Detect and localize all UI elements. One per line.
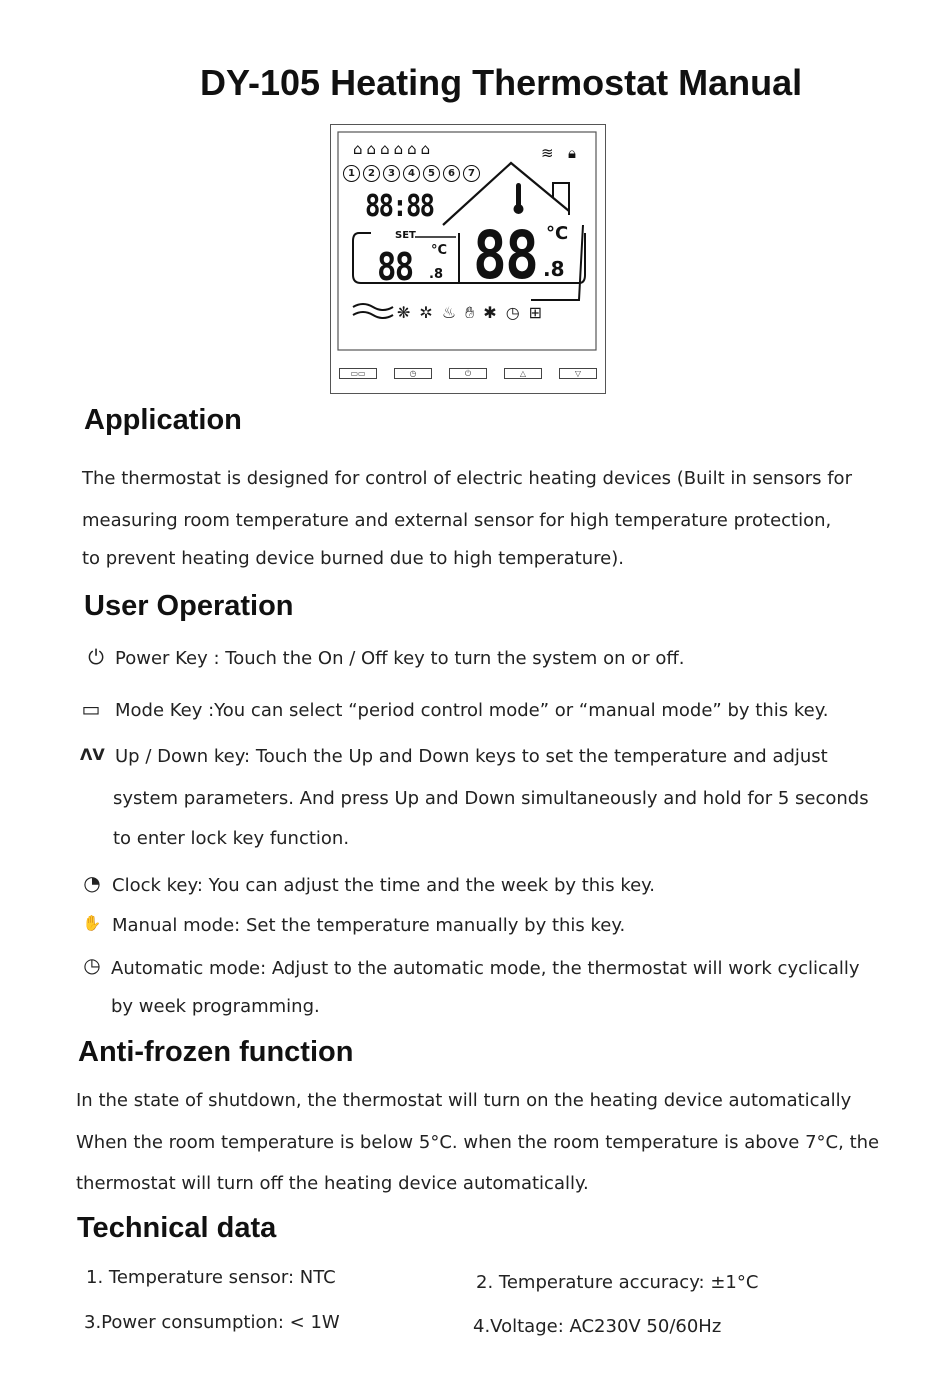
status-icons <box>397 303 542 323</box>
weekday-indicator: 5 <box>423 165 440 182</box>
sun-icon: ✲ <box>419 303 433 322</box>
sensor-icon: ⊞ <box>528 303 543 322</box>
home-icon: ⌂ <box>393 140 404 158</box>
weekday-indicator: 3 <box>383 165 400 182</box>
home-icon: ⌂ <box>353 140 363 158</box>
snowflake-icon: ✱ <box>483 303 497 322</box>
clock-key-text: Clock key: You can adjust the time and the week by this key. <box>112 875 655 896</box>
program-period-icons <box>353 141 430 157</box>
tech-item-1: 1. Temperature sensor: NTC <box>86 1267 336 1288</box>
application-heading: Application <box>84 404 242 436</box>
lock-icon: 🔒︎ <box>568 144 576 162</box>
manual-mode-text: Manual mode: Set the temperature manually by this key. <box>112 915 626 936</box>
room-temperature-decimal: .8 <box>543 257 565 281</box>
up-down-key-text-2: system parameters. And press Up and Down simultaneously and hold for 5 seconds <box>113 788 869 809</box>
anti-frozen-line-2: When the room temperature is below 5°C. when the room temperature is above 7°C, the <box>76 1132 880 1153</box>
user-operation-heading: User Operation <box>84 590 294 622</box>
mode-icon: ▭ <box>81 697 101 721</box>
up-key[interactable]: △ <box>504 368 542 379</box>
mode-key-text: Mode Key :You can select “period control mode” or “manual mode” by this key. <box>115 700 829 721</box>
anti-frozen-line-1: In the state of shutdown, the thermostat will turn on the heating device automatically <box>76 1090 852 1111</box>
tech-item-2: 2. Temperature accuracy: ±1°C <box>476 1272 759 1293</box>
technical-data-heading: Technical data <box>77 1212 277 1244</box>
application-line-1: The thermostat is designed for control of electric heating devices (Built in sensors for <box>82 468 852 489</box>
room-temperature: 88 <box>473 217 538 294</box>
page-title: DY-105 Heating Thermostat Manual <box>200 62 803 103</box>
room-temperature-unit: °C <box>546 223 569 244</box>
automatic-mode-text-2: by week programming. <box>111 996 320 1017</box>
application-line-3: to prevent heating device burned due to high temperature). <box>82 548 625 569</box>
home-icon: ⌂ <box>366 140 377 158</box>
home-icon: ⌂ <box>420 140 431 158</box>
thermometer-icon <box>516 183 521 207</box>
set-label: SET <box>395 230 416 241</box>
weekday-indicator: 1 <box>343 165 360 182</box>
weekday-indicator: 7 <box>463 165 480 182</box>
application-line-2: measuring room temperature and external sensor for high temperature protection, <box>82 510 832 531</box>
weekday-indicators <box>343 165 480 182</box>
wifi-icon: ≋ <box>541 144 554 162</box>
fan-icon: ❋ <box>397 303 411 322</box>
power-key-text: Power Key : Touch the On / Off key to turn the system on or off. <box>115 648 685 669</box>
automatic-clock-icon: ◷ <box>83 953 101 977</box>
hand-icon: ✋︎ <box>465 303 475 322</box>
automatic-mode-text-1: Automatic mode: Adjust to the automatic mode, the thermostat will work cyclically <box>111 958 860 979</box>
anti-frozen-heading: Anti-frozen function <box>78 1036 354 1068</box>
weekday-indicator: 6 <box>443 165 460 182</box>
tech-item-4: 4.Voltage: AC230V 50/60Hz <box>473 1316 722 1337</box>
down-key[interactable]: ▽ <box>559 368 597 379</box>
clock-display: 88:88 <box>365 189 434 224</box>
up-down-key-text-1: Up / Down key: Touch the Up and Down keys to set the temperature and adjust <box>115 746 828 767</box>
mode-key[interactable]: ▭▭ <box>339 368 377 379</box>
power-key[interactable]: ⏻ <box>449 368 487 379</box>
up-down-key-text-3: to enter lock key function. <box>113 828 350 849</box>
hand-icon: ✋ <box>82 914 102 932</box>
clock-icon: ◷ <box>505 303 520 322</box>
thermostat-figure <box>330 124 606 394</box>
device-keys <box>339 368 597 379</box>
weekday-indicator: 2 <box>363 165 380 182</box>
up-down-icon: ΛV <box>80 745 105 764</box>
power-icon: ⏻ <box>88 645 104 669</box>
home-icon: ⌂ <box>380 140 390 158</box>
weekday-indicator: 4 <box>403 165 420 182</box>
set-temperature-unit: °C <box>431 243 448 258</box>
clock-key[interactable]: ◷ <box>394 368 432 379</box>
home-icon: ⌂ <box>407 140 417 158</box>
anti-frozen-line-3: thermostat will turn off the heating device automatically. <box>76 1173 589 1194</box>
clock-key-icon: ◔ <box>83 871 101 895</box>
set-temperature: 88 <box>377 245 413 289</box>
set-temperature-decimal: .8 <box>429 267 443 282</box>
tech-item-3: 3.Power consumption: < 1W <box>84 1312 340 1333</box>
heating-icon: ♨ <box>441 303 457 322</box>
